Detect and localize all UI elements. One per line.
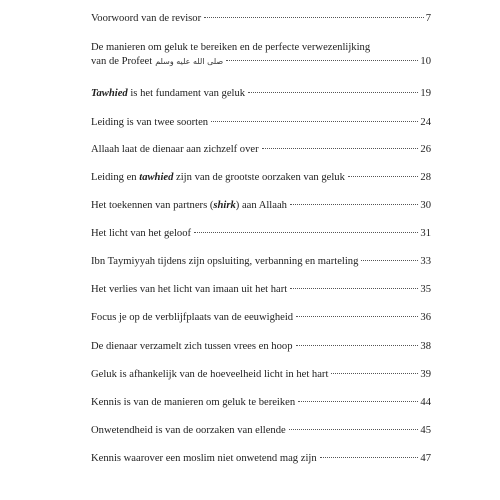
toc-page-number: 45: [420, 425, 431, 436]
toc-entry-9[interactable]: [91, 255, 431, 269]
toc-entry-title: Focus je op de verblijfplaats van de eeuwigheid: [91, 312, 294, 323]
toc-page-number: 24: [420, 117, 431, 128]
toc-entry-title: Leiding is van twee soorten: [91, 117, 209, 128]
toc-entry-2[interactable]: [91, 41, 431, 69]
dot-leader: [290, 204, 418, 205]
toc-entry-title-line-1: De manieren om geluk te bereiken en de perfecte verwezenlijking: [91, 42, 371, 53]
dot-leader: [211, 121, 418, 122]
dot-leader: [194, 232, 418, 233]
toc-page-number: 38: [420, 341, 431, 352]
toc-entry-title: Kennis is van de manieren om geluk te bereiken: [91, 397, 296, 408]
dot-leader: [248, 92, 418, 93]
dot-leader: [296, 316, 418, 317]
toc-entry-6[interactable]: [91, 171, 431, 185]
toc-page-number: 31: [420, 228, 431, 239]
dot-leader: [296, 345, 419, 346]
dot-leader: [204, 17, 424, 18]
toc-entry-title: Kennis waarover een moslim niet onwetend mag zijn: [91, 453, 317, 464]
toc-entry-11[interactable]: [91, 311, 431, 325]
toc-page-number: 35: [420, 284, 431, 295]
toc-entry-14[interactable]: [91, 396, 431, 410]
dot-leader: [289, 429, 419, 430]
emphasis-term: Tawhied: [91, 88, 128, 99]
toc-page-number: 39: [420, 369, 431, 380]
toc-page-number: 28: [420, 172, 431, 183]
dot-leader: [348, 176, 419, 177]
toc-entry-title-line-2: van de Profeet صلى الله عليه وسلم: [91, 56, 224, 67]
toc-entry-1[interactable]: [91, 12, 431, 26]
dot-leader: [262, 148, 419, 149]
toc-entry-title: Allaah laat de dienaar aan zichzelf over: [91, 144, 259, 155]
dot-leader: [331, 373, 418, 374]
toc-entry-4[interactable]: [91, 116, 431, 130]
toc-entry-8[interactable]: [91, 227, 431, 241]
toc-entry-title: Tawhied is het fundament van geluk: [91, 88, 246, 99]
emphasis-term: shirk: [213, 200, 236, 211]
dot-leader: [361, 260, 418, 261]
dot-leader: [298, 401, 418, 402]
toc-entry-title: Voorwoord van de revisor: [91, 13, 202, 24]
toc-page-number: 44: [420, 397, 431, 408]
toc-page-number: 30: [420, 200, 431, 211]
toc-page-number: 33: [420, 256, 431, 267]
toc-entry-title: De dienaar verzamelt zich tussen vrees en hoop: [91, 341, 293, 352]
toc-entry-16[interactable]: [91, 452, 431, 466]
toc-page-number: 19: [420, 88, 431, 99]
toc-page-number: 10: [420, 56, 431, 67]
toc-entry-title: Ibn Taymiyyah tijdens zijn opsluiting, verbanning en marteling: [91, 256, 359, 267]
dot-leader: [290, 288, 418, 289]
salawat-glyph: صلى الله عليه وسلم: [155, 57, 224, 66]
toc-entry-10[interactable]: [91, 283, 431, 297]
toc-entry-title: Onwetendheid is van de oorzaken van ellende: [91, 425, 286, 436]
toc-entry-title: Leiding en tawhied zijn van de grootste oorzaken van geluk: [91, 172, 345, 183]
toc-entry-title: Het verlies van het licht van imaan uit het hart: [91, 284, 288, 295]
toc-page-number: 36: [420, 312, 431, 323]
toc-entry-12[interactable]: [91, 340, 431, 354]
dot-leader: [226, 60, 418, 61]
toc-page-number: 26: [420, 144, 431, 155]
emphasis-term: tawhied: [139, 172, 174, 183]
toc-entry-3[interactable]: [91, 87, 431, 101]
toc-page-number: 7: [425, 13, 431, 24]
toc-entry-title: Geluk is afhankelijk van de hoeveelheid licht in het hart: [91, 369, 329, 380]
toc-entry-title: Het licht van het geloof: [91, 228, 192, 239]
toc-page-number: 47: [420, 453, 431, 464]
toc-entry-5[interactable]: [91, 143, 431, 157]
toc-entry-title: Het toekennen van partners (shirk) aan Allaah: [91, 200, 287, 211]
dot-leader: [320, 457, 419, 458]
toc-entry-13[interactable]: [91, 368, 431, 382]
toc-entry-15[interactable]: [91, 424, 431, 438]
toc-entry-7[interactable]: [91, 199, 431, 213]
